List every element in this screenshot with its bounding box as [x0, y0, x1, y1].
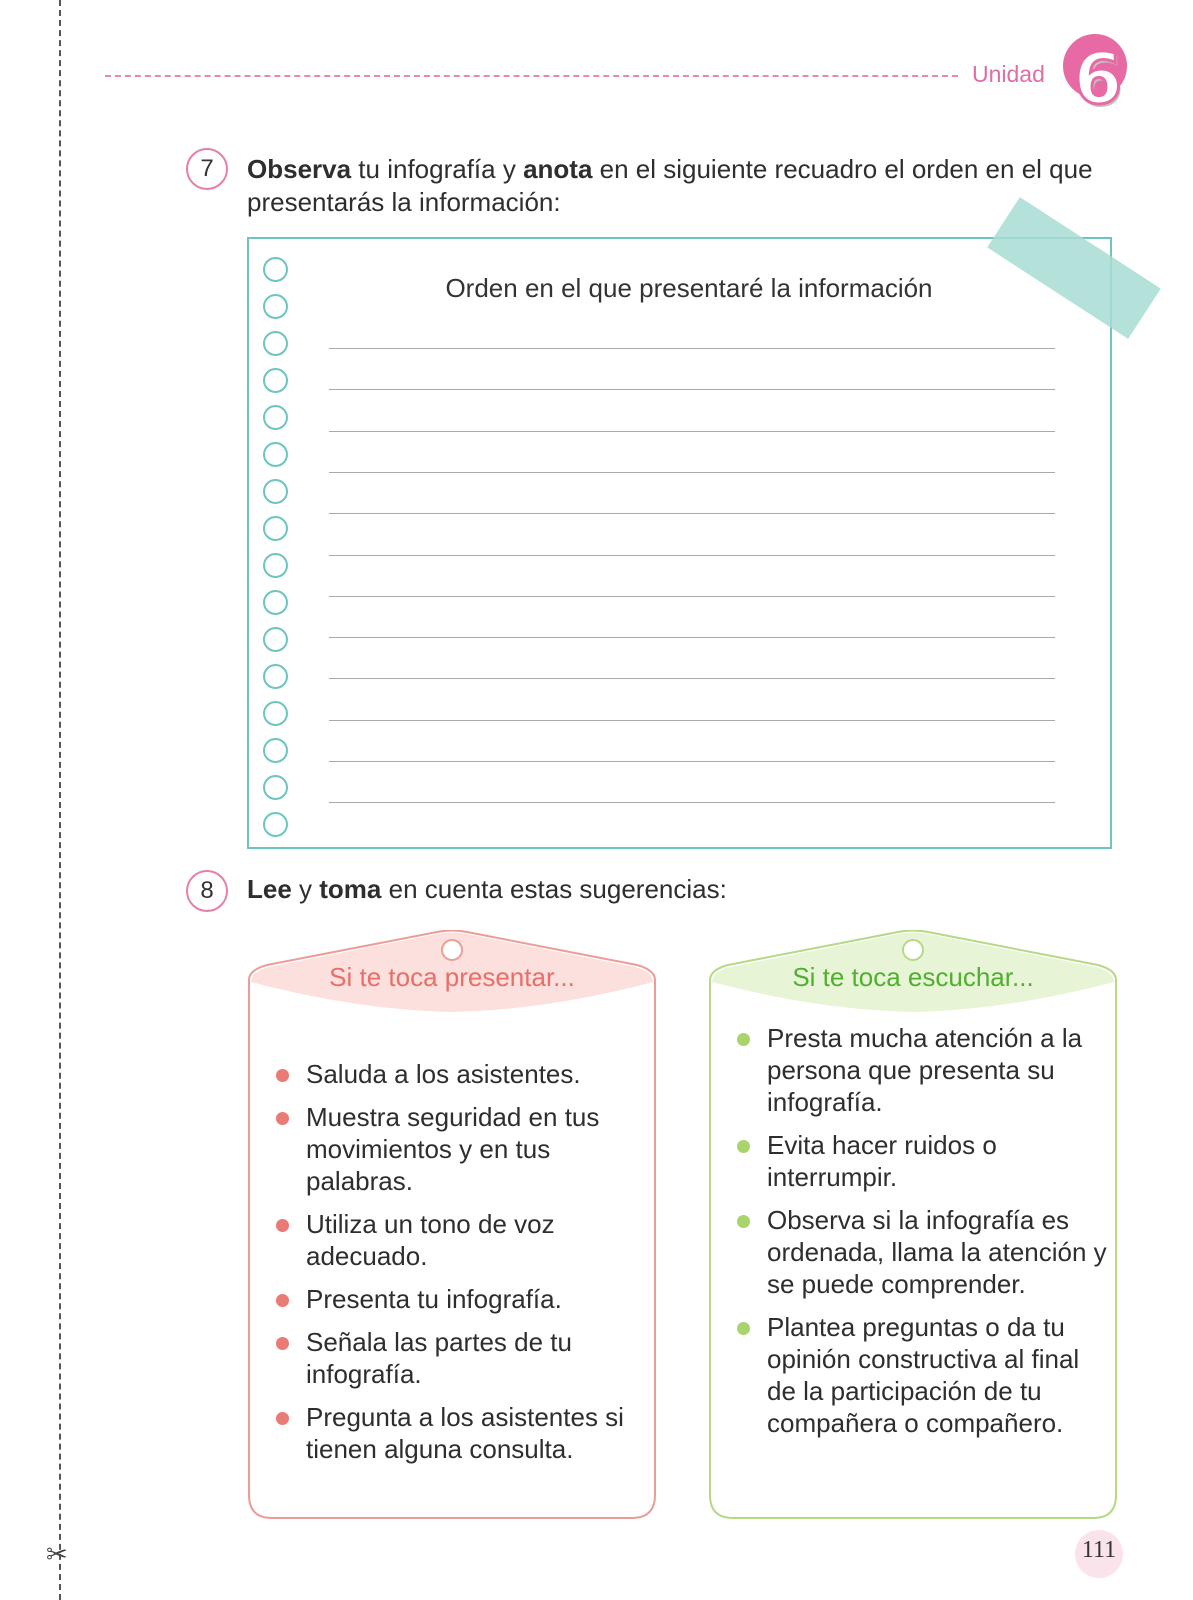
- writing-line[interactable]: [329, 802, 1055, 803]
- notebook-ring: [263, 553, 288, 578]
- instruction-text: y: [291, 874, 320, 904]
- activity-number-badge: 7: [186, 148, 228, 190]
- tip-item: [274, 1208, 644, 1272]
- notebook-ring: [263, 627, 288, 652]
- bullet-icon: [276, 1294, 289, 1307]
- tip-text: Plantea preguntas o da tu opinión constructiva al final de la participación de tu compañera o compañero.: [767, 1312, 1080, 1438]
- writing-line[interactable]: [329, 348, 1055, 349]
- bullet-icon: [737, 1322, 750, 1335]
- tip-item: [274, 1058, 644, 1090]
- tip-item: [274, 1326, 644, 1390]
- notebook-ring: [263, 812, 288, 837]
- writing-line[interactable]: [329, 389, 1055, 390]
- header-divider: [105, 75, 958, 77]
- instruction-verb: toma: [319, 874, 382, 904]
- writing-line[interactable]: [329, 513, 1055, 514]
- bullet-icon: [737, 1140, 750, 1153]
- order-writing-box: [247, 237, 1112, 849]
- cut-guide-line: [59, 0, 61, 1600]
- unit-label: Unidad: [972, 61, 1045, 87]
- writing-line[interactable]: [329, 720, 1055, 721]
- tips-card-listening: [708, 930, 1118, 1520]
- tip-text: Observa si la infografía es ordenada, llama la atención y se puede comprender.: [767, 1205, 1107, 1299]
- bullet-icon: [737, 1215, 750, 1228]
- tip-text: Señala las partes de tu infografía.: [306, 1327, 572, 1389]
- notebook-ring: [263, 590, 288, 615]
- card-title: Si te toca escuchar...: [792, 962, 1034, 992]
- tip-text: Utiliza un tono de voz adecuado.: [306, 1209, 555, 1271]
- activity-7-instruction: [247, 153, 1127, 219]
- bullet-icon: [737, 1033, 750, 1046]
- bullet-icon: [276, 1412, 289, 1425]
- tip-text: Saluda a los asistentes.: [306, 1059, 581, 1089]
- writing-line[interactable]: [329, 637, 1055, 638]
- notebook-ring: [263, 479, 288, 504]
- box-title: Orden en el que presentaré la información: [445, 273, 933, 303]
- bullet-icon: [276, 1112, 289, 1125]
- card-title: Si te toca presentar...: [329, 962, 575, 992]
- tip-text: Presta mucha atención a la persona que presenta su infografía.: [767, 1023, 1083, 1117]
- unit-number: 6: [1073, 38, 1123, 120]
- notebook-ring: [263, 405, 288, 430]
- tip-text: Evita hacer ruidos o interrumpir.: [767, 1130, 997, 1192]
- instruction-verb: Lee: [247, 874, 292, 904]
- tip-text: Muestra seguridad en tus movimientos y en tus palabras.: [306, 1102, 600, 1196]
- notebook-ring: [263, 368, 288, 393]
- tip-item: [274, 1101, 644, 1197]
- instruction-verb: Observa: [247, 154, 352, 184]
- writing-line[interactable]: [329, 596, 1055, 597]
- bullet-icon: [276, 1337, 289, 1350]
- tip-item: [735, 1129, 1110, 1193]
- instruction-text: en el siguiente recuadro el orden en el que presentarás la información:: [247, 154, 1093, 217]
- page-number: 111: [1081, 1537, 1117, 1563]
- bullet-icon: [276, 1069, 289, 1082]
- instruction-text: tu infografía y: [351, 154, 524, 184]
- notebook-ring: [263, 664, 288, 689]
- writing-line[interactable]: [329, 678, 1055, 679]
- notebook-ring: [263, 775, 288, 800]
- writing-line[interactable]: [329, 472, 1055, 473]
- tips-list: [274, 1058, 644, 1476]
- writing-line[interactable]: [329, 431, 1055, 432]
- notebook-ring: [263, 257, 288, 282]
- notebook-ring: [263, 701, 288, 726]
- tip-text: Pregunta a los asistentes si tienen alguna consulta.: [306, 1402, 624, 1464]
- tips-list: [735, 1022, 1110, 1450]
- notebook-ring: [263, 331, 288, 356]
- activity-number-badge: 8: [186, 870, 228, 912]
- tip-item: [735, 1022, 1110, 1118]
- tips-card-presenting: [247, 930, 657, 1520]
- bullet-icon: [276, 1219, 289, 1232]
- activity-8-instruction: [247, 873, 1127, 906]
- notebook-ring: [263, 442, 288, 467]
- notebook-ring: [263, 294, 288, 319]
- notebook-ring: [263, 516, 288, 541]
- notebook-ring: [263, 738, 288, 763]
- tip-item: [274, 1401, 644, 1465]
- tip-item: [274, 1283, 644, 1315]
- writing-line[interactable]: [329, 761, 1055, 762]
- tip-item: [735, 1204, 1110, 1300]
- scissors-icon: ✂: [46, 1540, 68, 1570]
- tip-item: [735, 1311, 1110, 1439]
- instruction-text: en cuenta estas sugerencias:: [381, 874, 727, 904]
- writing-line[interactable]: [329, 555, 1055, 556]
- tip-text: Presenta tu infografía.: [306, 1284, 562, 1314]
- instruction-verb: anota: [523, 154, 593, 184]
